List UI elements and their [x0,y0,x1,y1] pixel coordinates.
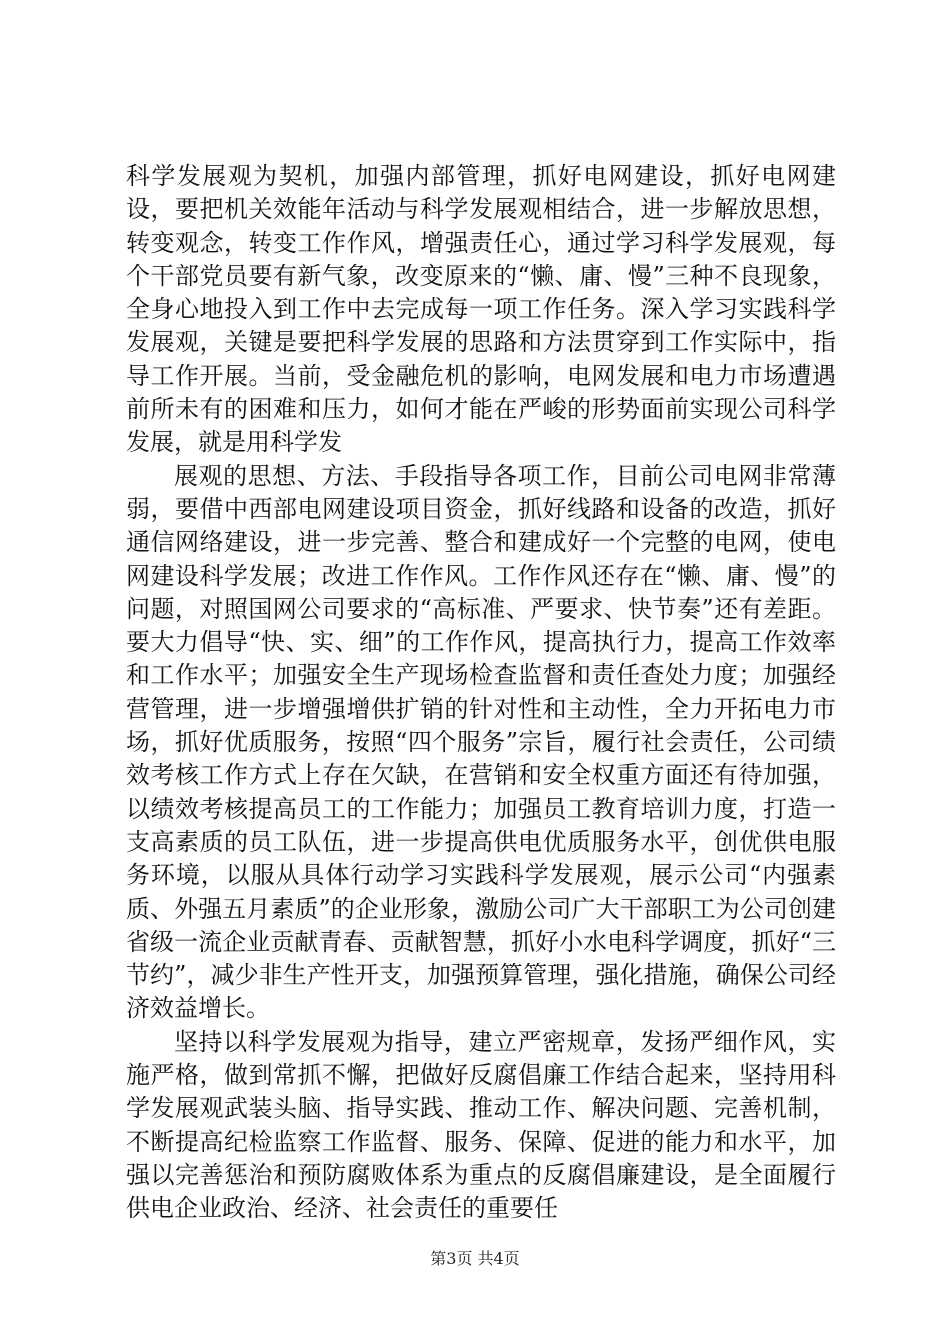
paragraph-1: 科学发展观为契机，加强内部管理，抓好电网建设，抓好电网建设，要把机关效能年活动与科学发展观相结合，进一步解放思想，转变观念，转变工作作风，增强责任心，通过学习科学发展观，每个干部党员要有新气象，改变原来的“懒、庸、慢”三种不良现象，全身心地投入到工作中去完成每一项工作任务。深入学习实践科学发展观，关键是要把科学发展的思路和方法贯穿到工作实际中，指导工作开展。当前，受金融危机的影响，电网发展和电力市场遭遇前所未有的困难和压力，如何才能在严峻的形势面前实现公司科学发展，就是用科学发 [126,162,836,457]
paragraph-3: 坚持以科学发展观为指导，建立严密规章，发扬严细作风，实施严格，做到常抓不懈，把做好反腐倡廉工作结合起来，坚持用科学发展观武装头脑、指导实践、推动工作、解决问题、完善机制，不断提高纪检监察工作监督、服务、保障、促进的能力和水平，加强以完善惩治和预防腐败体系为重点的反腐倡廉建设，是全面履行供电企业政治、经济、社会责任的重要任 [126,1027,836,1223]
document-body [126,160,836,1226]
page-footer: 第3页 共4页 [430,1249,520,1268]
paragraph-2: 展观的思想、方法、手段指导各项工作，目前公司电网非常薄弱，要借中西部电网建设项目资金，抓好线路和设备的改造，抓好通信网络建设，进一步完善、整合和建成好一个完整的电网，使电网建设科学发展；改进工作作风。工作作风还存在“懒、庸、慢”的问题，对照国网公司要求的“高标准、严要求、快节奏”还有差距。要大力倡导“快、实、细”的工作作风，提高执行力，提高工作效率和工作水平；加强安全生产现场检查监督和责任查处力度；加强经营管理，进一步增强增供扩销的针对性和主动性，全力开拓电力市场，抓好优质服务，按照“四个服务”宗旨，履行社会责任，公司绩效考核工作方式上存在欠缺，在营销和安全权重方面还有待加强，以绩效考核提高员工的工作能力；加强员工教育培训力度，打造一支高素质的员工队伍，进一步提高供电优质服务水平，创优供电服务环境，以服从具体行动学习实践科学发展观，展示公司“内强素质、外强五月素质”的企业形象，激励公司广大干部职工为公司创建省级一流企业贡献青春、贡献智慧，抓好小水电科学调度，抓好“三节约”，减少非生产性开支，加强预算管理，强化措施，确保公司经济效益增长。 [126,461,836,1023]
